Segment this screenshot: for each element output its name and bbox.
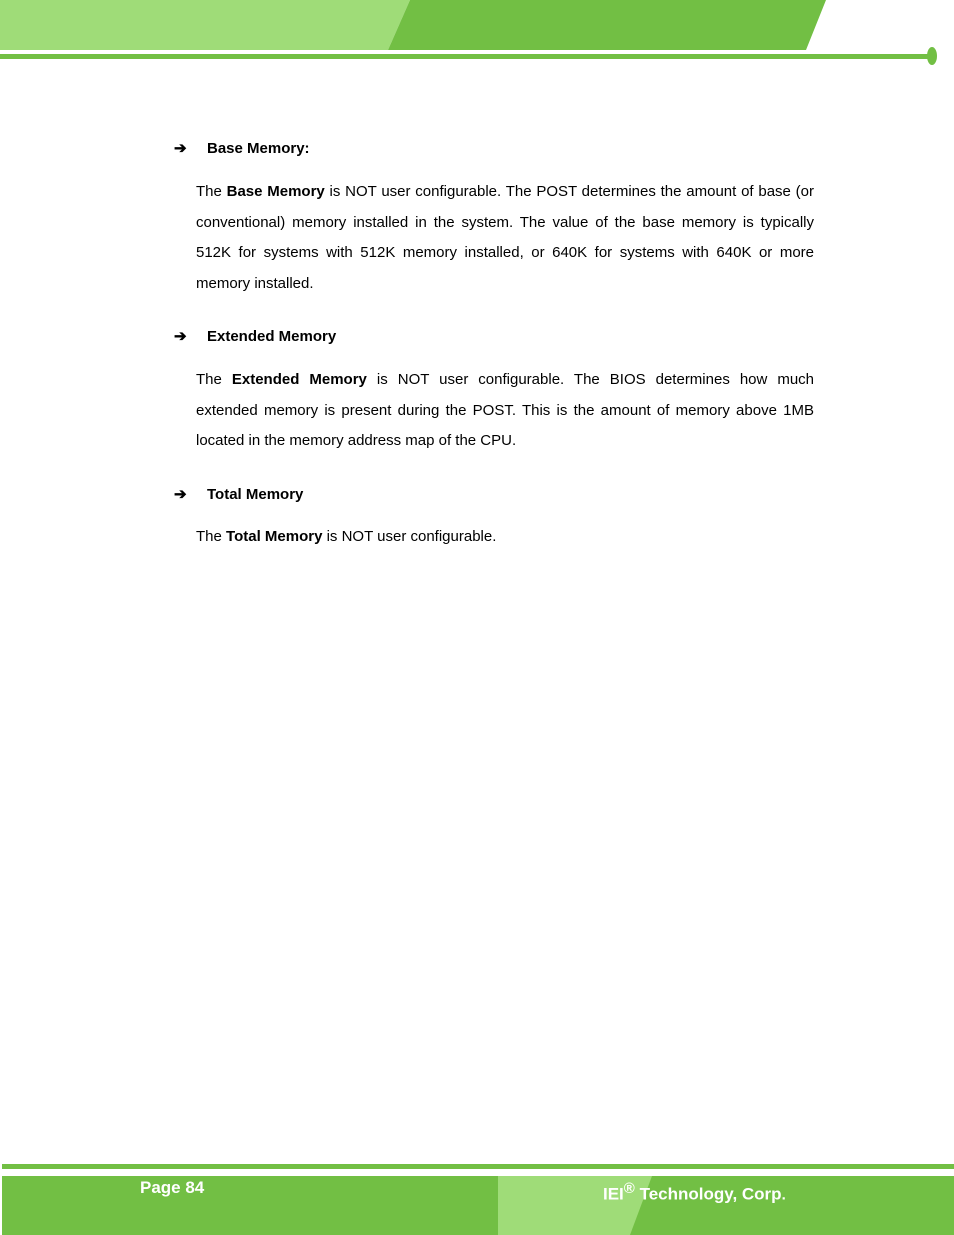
section-heading-extended-memory [174, 327, 336, 347]
term-extended-memory: Extended Memory [231, 371, 367, 388]
heading-text: Total Memory [207, 486, 304, 503]
right-arrow-icon: ➔ [174, 486, 187, 503]
paragraph-total-memory: The Total Memory is NOT user configurable. [196, 528, 497, 545]
right-arrow-icon: ➔ [174, 140, 187, 157]
heading-text: Base Memory: [207, 140, 310, 157]
section-heading-total-memory [174, 485, 303, 505]
section-heading-base-memory [174, 139, 310, 159]
term-base-memory: Base Memory [226, 183, 325, 200]
page-number: Page 84 [140, 1178, 205, 1197]
right-arrow-icon: ➔ [174, 328, 187, 345]
term-total-memory: Total Memory [226, 528, 323, 545]
paragraph-extended-memory: The Extended Memory is NOT user configurable. The BIOS determines how much extended memory is present during the POST. This is the amount of memory above 1MB located in the memory address map of the CPU. [196, 371, 815, 450]
header-banner [0, 0, 954, 70]
paragraph-base-memory: The Base Memory is NOT user configurable. The POST determines the amount of base (or conventional) memory installed in the system. The value of the base memory is typically 512K for systems with 512K memory installed, or 640K for systems with 640K or more memory installed. [196, 183, 814, 293]
heading-text: Extended Memory [207, 328, 337, 345]
company-name: IEI® Technology, Corp. [603, 1180, 786, 1204]
registered-mark: ® [623, 1180, 635, 1197]
